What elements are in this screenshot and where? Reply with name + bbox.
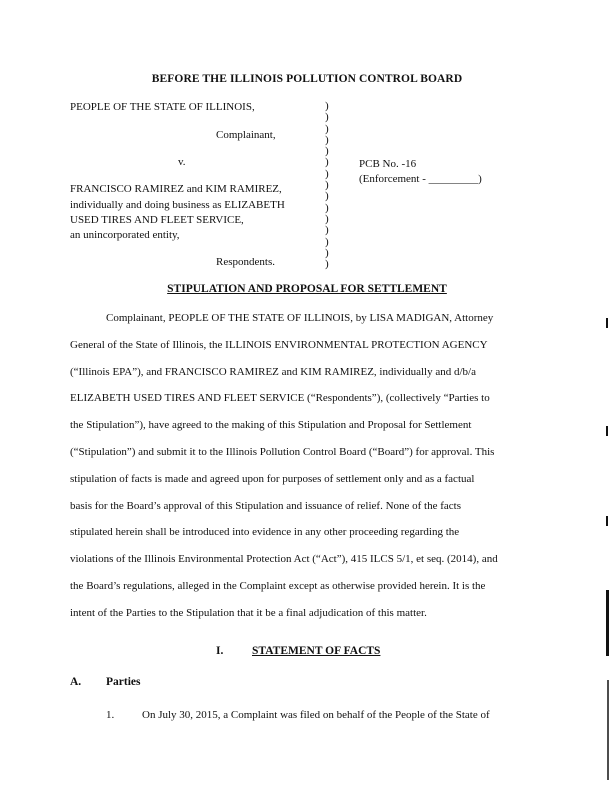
opening-paragraph — [70, 305, 540, 627]
paragraph-line: (“Illinois EPA”), and FRANCISCO RAMIREZ and KIM RAMIREZ, individually and d/b/a — [70, 365, 476, 378]
paragraph-line: (“Stipulation”) and submit it to the Illinois Pollution Control Board (“Board”) for approval. This — [70, 445, 495, 458]
defendant-line-3: USED TIRES AND FLEET SERVICE, — [70, 214, 244, 226]
paragraph-line: ELIZABETH USED TIRES AND FLEET SERVICE (“Respondents”), (collectively “Parties to — [70, 392, 490, 405]
scan-artifact — [606, 516, 608, 526]
defendant-line-2: individually and doing business as ELIZABETH — [70, 199, 285, 211]
paragraph-line: General of the State of Illinois, the ILLINOIS ENVIRONMENTAL PROTECTION AGENCY — [70, 338, 488, 351]
section-number: I. — [216, 645, 224, 657]
item-number: 1. — [106, 709, 115, 721]
paragraph-line: violations of the Illinois Environmental Protection Act (“Act”), 415 ILCS 5/1, et seq. (2014), and — [70, 553, 498, 566]
scan-artifact — [606, 426, 608, 436]
paren: ) — [325, 179, 329, 192]
paren: ) — [325, 201, 329, 214]
scan-artifact — [606, 590, 609, 656]
scan-artifact — [606, 318, 608, 328]
paren: ) — [325, 145, 329, 158]
paragraph-line: the Board’s regulations, alleged in the Complaint except as otherwise provided herein. It is the — [70, 579, 486, 592]
paragraph-line: the Stipulation”), have agreed to the making of this Stipulation and Proposal for Settlement — [70, 419, 472, 432]
subsection-letter: A. — [70, 676, 82, 688]
paragraph-line: intent of the Parties to the Stipulation that it be a final adjudication of this matter. — [70, 606, 427, 619]
case-type: (Enforcement - _________) — [359, 173, 482, 185]
section-title: STATEMENT OF FACTS — [252, 645, 381, 657]
paren: ) — [325, 133, 329, 146]
paren: ) — [325, 100, 329, 112]
paren: ) — [325, 258, 329, 271]
paren: ) — [325, 212, 329, 225]
paren: ) — [325, 246, 329, 259]
paren: ) — [325, 190, 329, 203]
defendant-role: Respondents. — [216, 256, 275, 268]
paren: ) — [325, 156, 329, 169]
paragraph-line: Complainant, PEOPLE OF THE STATE OF ILLINOIS, by LISA MADIGAN, Attorney — [106, 312, 494, 324]
defendant-line-1: FRANCISCO RAMIREZ and KIM RAMIREZ, — [70, 183, 282, 195]
paren: ) — [325, 122, 329, 135]
plaintiff-role: Complainant, — [216, 129, 276, 141]
case-number: PCB No. -16 — [359, 158, 417, 170]
board-title: BEFORE THE ILLINOIS POLLUTION CONTROL BOARD — [151, 73, 463, 85]
paren: ) — [325, 235, 329, 248]
paragraph-line: stipulation of facts is made and agreed upon for purposes of settlement only and as a factual — [70, 472, 475, 485]
plaintiff-name: PEOPLE OF THE STATE OF ILLINOIS, — [70, 101, 255, 113]
paragraph-line: basis for the Board’s approval of this Stipulation and issuance of relief. None of the facts — [70, 499, 462, 512]
paragraph-line: stipulated herein shall be introduced into evidence in any other proceeding regarding the — [70, 526, 460, 539]
subsection-title: Parties — [106, 676, 141, 688]
versus: v. — [178, 156, 186, 168]
scan-artifact — [607, 680, 609, 780]
document-title: STIPULATION AND PROPOSAL FOR SETTLEMENT — [167, 283, 447, 295]
paren: ) — [325, 167, 329, 180]
paren: ) — [325, 224, 329, 237]
item-text: On July 30, 2015, a Complaint was filed on behalf of the People of the State of — [142, 709, 490, 721]
paren: ) — [325, 111, 329, 124]
defendant-line-4: an unincorporated entity, — [70, 229, 180, 241]
caption-parenthesis-column — [325, 101, 329, 270]
